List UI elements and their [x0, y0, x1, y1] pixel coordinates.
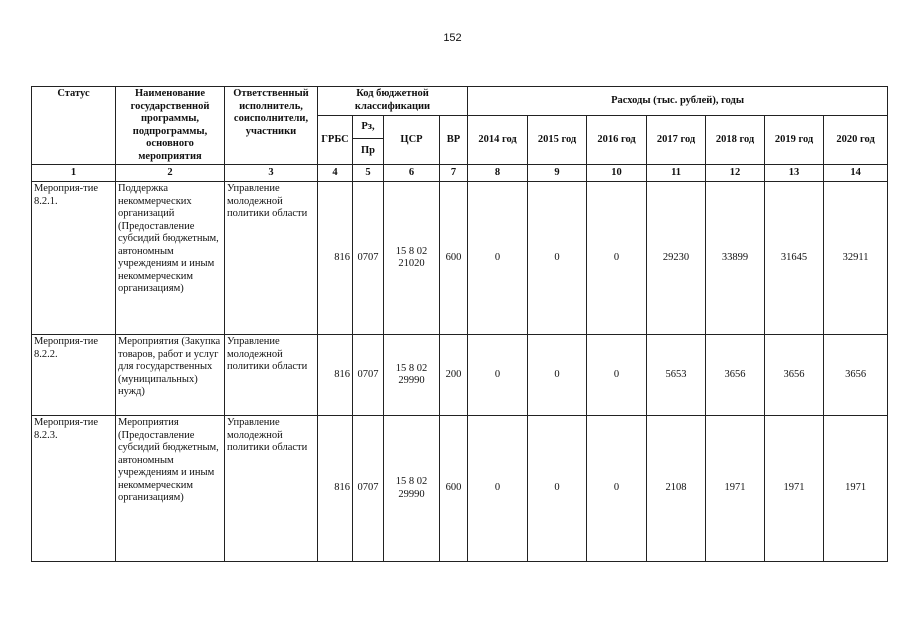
row-value: 1971 — [765, 416, 824, 562]
row-vr: 200 — [440, 335, 468, 416]
budget-table — [31, 86, 888, 562]
column-number: 7 — [440, 165, 468, 182]
column-number: 3 — [225, 165, 318, 182]
header-year: 2014 год — [468, 116, 528, 165]
row-rzpr: 0707 — [353, 416, 384, 562]
row-vr: 600 — [440, 416, 468, 562]
header-status: Статус — [32, 87, 116, 165]
table-row — [32, 416, 888, 562]
column-number: 12 — [706, 165, 765, 182]
column-number: 9 — [528, 165, 587, 182]
row-rzpr: 0707 — [353, 182, 384, 335]
header-year: 2017 год — [647, 116, 706, 165]
row-responsible: Управление молодежной политики области — [225, 335, 318, 416]
header-year: 2015 год — [528, 116, 587, 165]
row-value: 3656 — [706, 335, 765, 416]
row-value: 3656 — [824, 335, 888, 416]
row-value: 0 — [587, 182, 647, 335]
row-grbs: 816 — [318, 416, 353, 562]
row-status: Мероприя-тие 8.2.1. — [32, 182, 116, 335]
header-year: 2019 год — [765, 116, 824, 165]
header-rz: Рз, — [353, 116, 384, 139]
row-value: 0 — [468, 182, 528, 335]
header-budget-code: Код бюджетной классификации — [318, 87, 468, 116]
row-responsible: Управление молодежной политики области — [225, 416, 318, 562]
page-number: 152 — [443, 32, 462, 44]
row-value: 0 — [528, 182, 587, 335]
column-number: 13 — [765, 165, 824, 182]
column-number: 6 — [384, 165, 440, 182]
header-year: 2020 год — [824, 116, 888, 165]
row-vr: 600 — [440, 182, 468, 335]
header-csr: ЦСР — [384, 116, 440, 165]
column-number: 1 — [32, 165, 116, 182]
row-csr: 15 8 02 29990 — [384, 335, 440, 416]
header-year: 2016 год — [587, 116, 647, 165]
header-responsible: Ответственный исполнитель, соисполнители, участники — [225, 87, 318, 165]
row-status: Мероприя-тие 8.2.3. — [32, 416, 116, 562]
column-number: 4 — [318, 165, 353, 182]
header-year: 2018 год — [706, 116, 765, 165]
table-row — [32, 182, 888, 335]
row-name: Мероприятия (Закупка товаров, работ и услуг для государственных (муниципальных) нужд) — [116, 335, 225, 416]
row-value: 5653 — [647, 335, 706, 416]
column-number: 2 — [116, 165, 225, 182]
column-number: 5 — [353, 165, 384, 182]
header-pr: Пр — [353, 139, 384, 165]
column-number-row — [32, 165, 888, 182]
row-value: 1971 — [824, 416, 888, 562]
row-value: 0 — [528, 335, 587, 416]
row-value: 1971 — [706, 416, 765, 562]
column-number: 8 — [468, 165, 528, 182]
row-value: 0 — [528, 416, 587, 562]
table-row — [32, 335, 888, 416]
row-value: 0 — [468, 416, 528, 562]
row-name: Мероприятия (Предоставление субсидий бюджетным, автономным учреждениям и иным некоммерческим организациям) — [116, 416, 225, 562]
header-grbs: ГРБС — [318, 116, 353, 165]
row-status: Мероприя-тие 8.2.2. — [32, 335, 116, 416]
row-rzpr: 0707 — [353, 335, 384, 416]
row-value: 29230 — [647, 182, 706, 335]
row-name: Поддержка некоммерческих организаций (Предоставление субсидий бюджетным, автономным учреждениям и иным некоммерческим организациям) — [116, 182, 225, 335]
row-value: 0 — [468, 335, 528, 416]
row-value: 3656 — [765, 335, 824, 416]
row-value: 32911 — [824, 182, 888, 335]
column-number: 14 — [824, 165, 888, 182]
header-vr: ВР — [440, 116, 468, 165]
row-value: 33899 — [706, 182, 765, 335]
row-value: 31645 — [765, 182, 824, 335]
row-csr: 15 8 02 21020 — [384, 182, 440, 335]
header-expenses: Расходы (тыс. рублей), годы — [468, 87, 888, 116]
row-value: 2108 — [647, 416, 706, 562]
row-responsible: Управление молодежной политики области — [225, 182, 318, 335]
column-number: 11 — [647, 165, 706, 182]
header-name: Наименование государственной программы, подпрограммы, основного мероприятия — [116, 87, 225, 165]
row-csr: 15 8 02 29990 — [384, 416, 440, 562]
row-grbs: 816 — [318, 182, 353, 335]
row-value: 0 — [587, 335, 647, 416]
row-value: 0 — [587, 416, 647, 562]
row-grbs: 816 — [318, 335, 353, 416]
column-number: 10 — [587, 165, 647, 182]
